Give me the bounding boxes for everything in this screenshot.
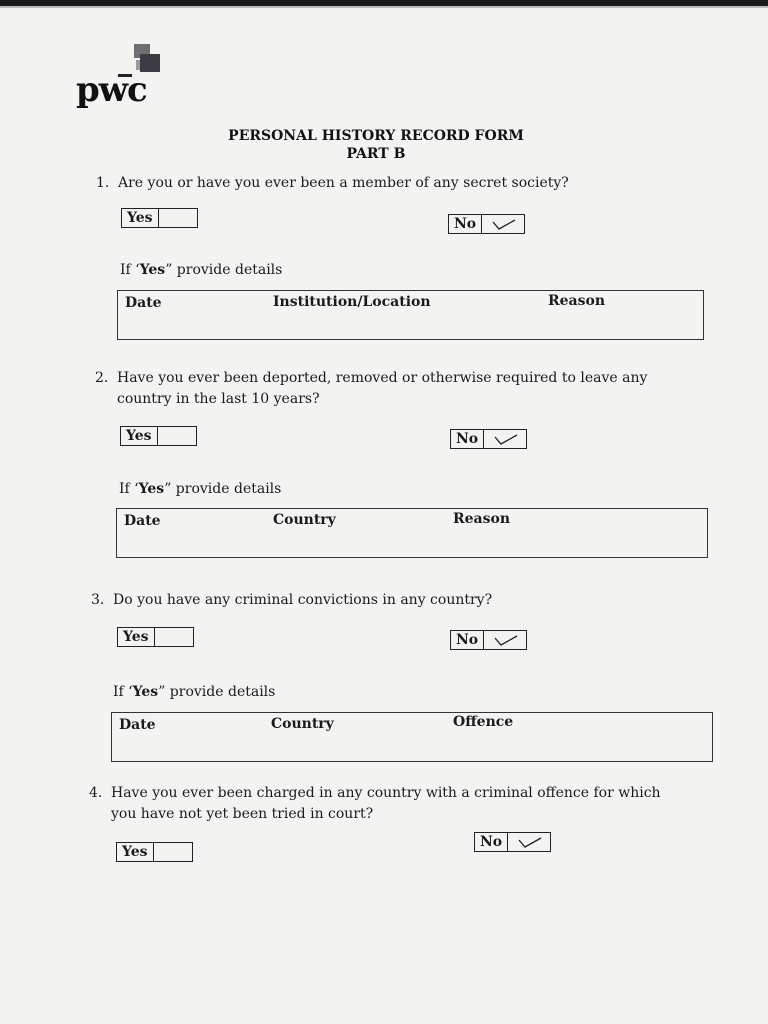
question-text: Do you have any criminal convictions in any country?	[113, 592, 493, 608]
yes-box[interactable]	[154, 843, 192, 861]
form-subtitle: PART B	[346, 146, 406, 162]
column-header: Date	[125, 295, 162, 311]
checkmark-icon	[493, 633, 519, 647]
q1-no-checkbox[interactable]	[448, 214, 525, 234]
column-header: Reason	[453, 511, 511, 527]
yes-box[interactable]	[155, 628, 193, 646]
q1-yes-checkbox[interactable]	[121, 208, 198, 228]
q2-no-checkbox[interactable]	[450, 429, 527, 449]
logo-wordmark: pwc	[76, 70, 147, 110]
question-text: Have you ever been charged in any country with a criminal offence for which you have not yet been tried in court?	[111, 785, 661, 822]
yes-label: Yes	[118, 628, 155, 646]
pwc-logo	[76, 44, 176, 114]
column-header: Country	[271, 716, 334, 732]
question-number: 3.	[91, 592, 105, 608]
if-yes-instruction: If ‘Yes” provide details	[120, 262, 283, 278]
question-text: Are you or have you ever been a member of any secret society?	[118, 175, 569, 191]
scan-top-shadow	[0, 6, 768, 8]
q1-details-table[interactable]	[117, 290, 704, 340]
yes-box[interactable]	[158, 427, 196, 445]
checkmark-icon	[491, 217, 517, 231]
no-label: No	[449, 215, 482, 233]
column-header: Country	[273, 512, 336, 528]
yes-label: Yes	[122, 209, 159, 227]
q3-no-checkbox[interactable]	[450, 630, 527, 650]
no-label: No	[451, 631, 484, 649]
column-header: Date	[119, 717, 156, 733]
question-number: 4.	[89, 785, 103, 801]
yes-label: Yes	[121, 427, 158, 445]
if-yes-instruction: If ‘Yes” provide details	[113, 684, 276, 700]
q2-details-table[interactable]	[116, 508, 708, 558]
no-box-checked[interactable]	[484, 430, 526, 448]
question-number: 2.	[95, 370, 109, 386]
q4-yes-checkbox[interactable]	[116, 842, 193, 862]
question-text: Have you ever been deported, removed or otherwise required to leave any country in the last 10 years?	[117, 370, 648, 407]
no-label: No	[451, 430, 484, 448]
yes-label: Yes	[117, 843, 154, 861]
column-header: Institution/Location	[273, 294, 431, 310]
q3-yes-checkbox[interactable]	[117, 627, 194, 647]
yes-box[interactable]	[159, 209, 197, 227]
checkmark-icon	[517, 835, 543, 849]
form-title: PERSONAL HISTORY RECORD FORM	[228, 128, 524, 144]
column-header: Reason	[548, 293, 606, 309]
q2-yes-checkbox[interactable]	[120, 426, 197, 446]
column-header: Date	[124, 513, 161, 529]
q4-no-checkbox[interactable]	[474, 832, 551, 852]
column-header: Offence	[453, 714, 514, 730]
q3-details-table[interactable]	[111, 712, 713, 762]
question-number: 1.	[96, 175, 110, 191]
if-yes-instruction: If ‘Yes” provide details	[119, 481, 282, 497]
no-box-checked[interactable]	[484, 631, 526, 649]
no-box-checked[interactable]	[508, 833, 550, 851]
no-box-checked[interactable]	[482, 215, 524, 233]
no-label: No	[475, 833, 508, 851]
checkmark-icon	[493, 432, 519, 446]
